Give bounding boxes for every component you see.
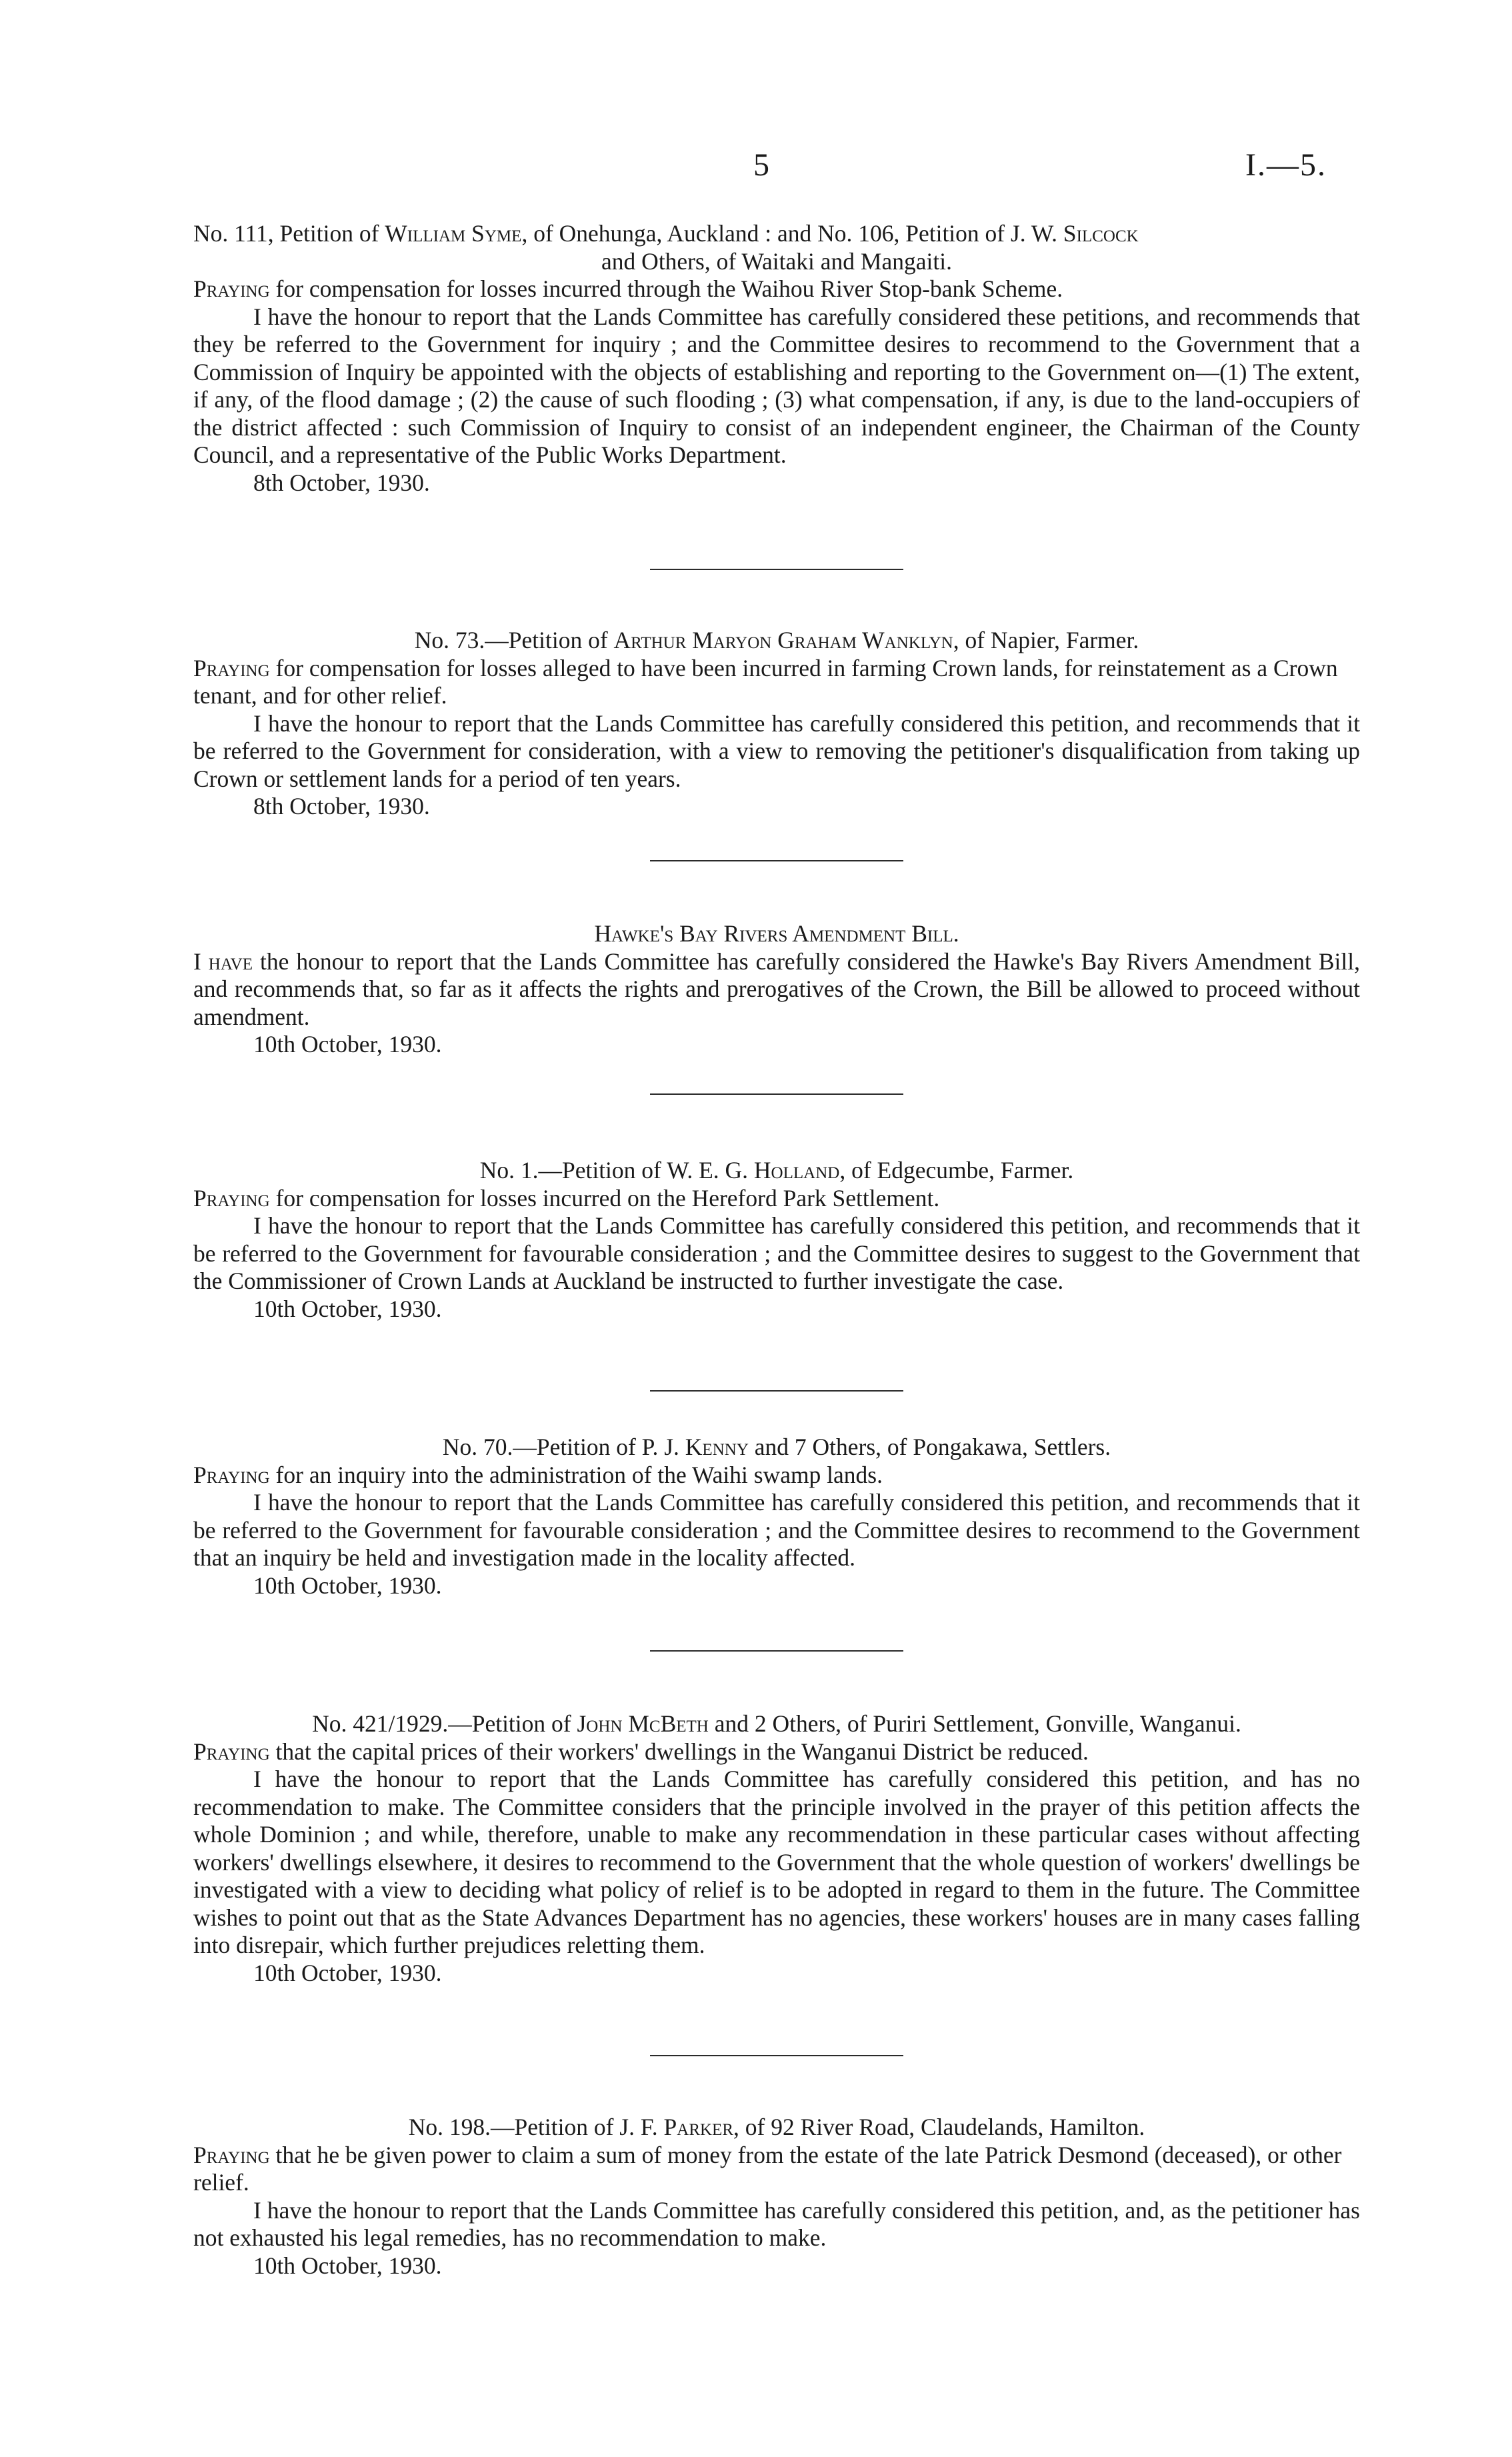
committee-report: I have the honour to report that the Lands Committee has carefully considered this petition, and recommends that it be referred to the Government for consideration, with a view to removing the petitioner's disqualification from taking up Crown or settlement lands for a period of ten years. [193, 709, 1360, 792]
praying-clause: Praying that he be given power to claim a sum of money from the estate of the late Patrick Desmond (deceased), or other relief. [193, 2141, 1342, 2196]
petition-section-73 [193, 627, 1360, 821]
committee-report: I have the honour to report that the Lands Committee has carefully considered this petition, and has no recommendation to make. The Committee considers that the principle involved in the prayer of this petition affects the whole Dominion ; and while, therefore, unable to make any recommendation in these particular cases without affecting workers' dwellings elsewhere, it desires to recommend to the Government that the whole question of workers' dwellings be investigated with a view to deciding what policy of relief is to be adopted in regard to them in the future. The Committee wishes to point out that as the State Advances Department has no agencies, these workers' houses are in many cases falling into disrepair, which further prejudices reletting them. [193, 1766, 1360, 1958]
section-divider [650, 1093, 903, 1095]
petition-section-421 [193, 1710, 1360, 1987]
report-date: 8th October, 1930. [253, 793, 430, 819]
section-heading: No. 421/1929.—Petition of John McBeth and 2 Others, of Puriri Settlement, Gonville, Wanganui. [312, 1710, 1241, 1737]
committee-report: I have the honour to report that the Lands Committee has carefully considered these petitions, and recommends that they be referred to the Government for inquiry ; and the Committee desires to recommend to the Government that a Commission of Inquiry be appointed with the objects of establishing and reporting to the Government on—(1) The extent, if any, of the flood damage ; (2) the cause of such flooding ; (3) what compensation, if any, is due to the land-occupiers of the district affected : such Commission of Inquiry to consist of an independent engineer, the Chairman of the County Council, and a representative of the Public Works Department. [193, 303, 1360, 468]
petition-section-1 [193, 1157, 1360, 1323]
section-heading-continued: and Others, of Waitaki and Mangaiti. [601, 247, 952, 275]
report-date: 10th October, 1930. [253, 1959, 442, 1986]
section-heading: No. 198.—Petition of J. F. Parker, of 92 River Road, Claudelands, Hamilton. [408, 2114, 1145, 2140]
section-divider [650, 2055, 903, 2056]
bill-section-hawkes-bay [193, 920, 1360, 1059]
report-date: 8th October, 1930. [253, 469, 430, 496]
praying-clause: Praying for compensation for losses incurred through the Waihou River Stop-bank Scheme. [193, 275, 1063, 302]
section-heading: No. 73.—Petition of Arthur Maryon Graham Wanklyn, of Napier, Farmer. [414, 627, 1139, 653]
report-date: 10th October, 1930. [253, 2252, 442, 2279]
petition-section-198 [193, 2114, 1360, 2280]
page-number: 5 [753, 147, 769, 183]
section-divider [650, 569, 903, 570]
committee-report: I have the honour to report that the Lands Committee has carefully considered this petition, and, as the petitioner has not exhausted his legal remedies, has no recommendation to make. [193, 2196, 1360, 2251]
committee-report: I have the honour to report that the Lands Committee has carefully considered this petition, and recommends that it be referred to the Government for favourable consideration ; and the Committee desires to recommend to the Government that an inquiry be held and investigation made in the locality affected. [193, 1489, 1360, 1571]
praying-clause: Praying for compensation for losses incurred on the Hereford Park Settlement. [193, 1184, 940, 1211]
section-divider [650, 860, 903, 861]
committee-report: I have the honour to report that the Lands Committee has carefully considered this petition, and recommends that it be referred to the Government for favourable consideration ; and the Committee desires to suggest to the Government that the Commissioner of Crown Lands at Auckland be instructed to further investigate the case. [193, 1212, 1360, 1294]
section-heading: No. 1.—Petition of W. E. G. Holland, of Edgecumbe, Farmer. [479, 1157, 1074, 1183]
section-heading: Hawke's Bay Rivers Amendment Bill. [594, 920, 959, 947]
praying-clause: Praying for compensation for losses alleged to have been incurred in farming Crown lands, for reinstatement as a Crown tenant, and for other relief. [193, 654, 1338, 709]
petition-section-70 [193, 1434, 1360, 1600]
section-divider [650, 1650, 903, 1652]
section-heading: No. 70.—Petition of P. J. Kenny and 7 Others, of Pongakawa, Settlers. [442, 1434, 1111, 1460]
petition-section-111 [193, 220, 1360, 497]
report-date: 10th October, 1930. [253, 1031, 442, 1057]
praying-clause: Praying that the capital prices of their workers' dwellings in the Wanganui District be reduced. [193, 1738, 1089, 1765]
paper-reference: I.—5. [1245, 147, 1327, 183]
committee-report: I have the honour to report that the Lands Committee has carefully considered the Hawke's Bay Rivers Amendment Bill, and recommends that, so far as it affects the rights and prerogatives of the Crown, the Bill be allowed to proceed without amendment. [193, 947, 1360, 1030]
praying-clause: Praying for an inquiry into the administration of the Waihi swamp lands. [193, 1461, 883, 1488]
section-divider [650, 1390, 903, 1392]
section-heading: No. 111, Petition of William Syme, of Onehunga, Auckland : and No. 106, Petition of J. W. Silcock [193, 220, 1139, 247]
report-date: 10th October, 1930. [253, 1295, 442, 1322]
report-date: 10th October, 1930. [253, 1572, 442, 1599]
